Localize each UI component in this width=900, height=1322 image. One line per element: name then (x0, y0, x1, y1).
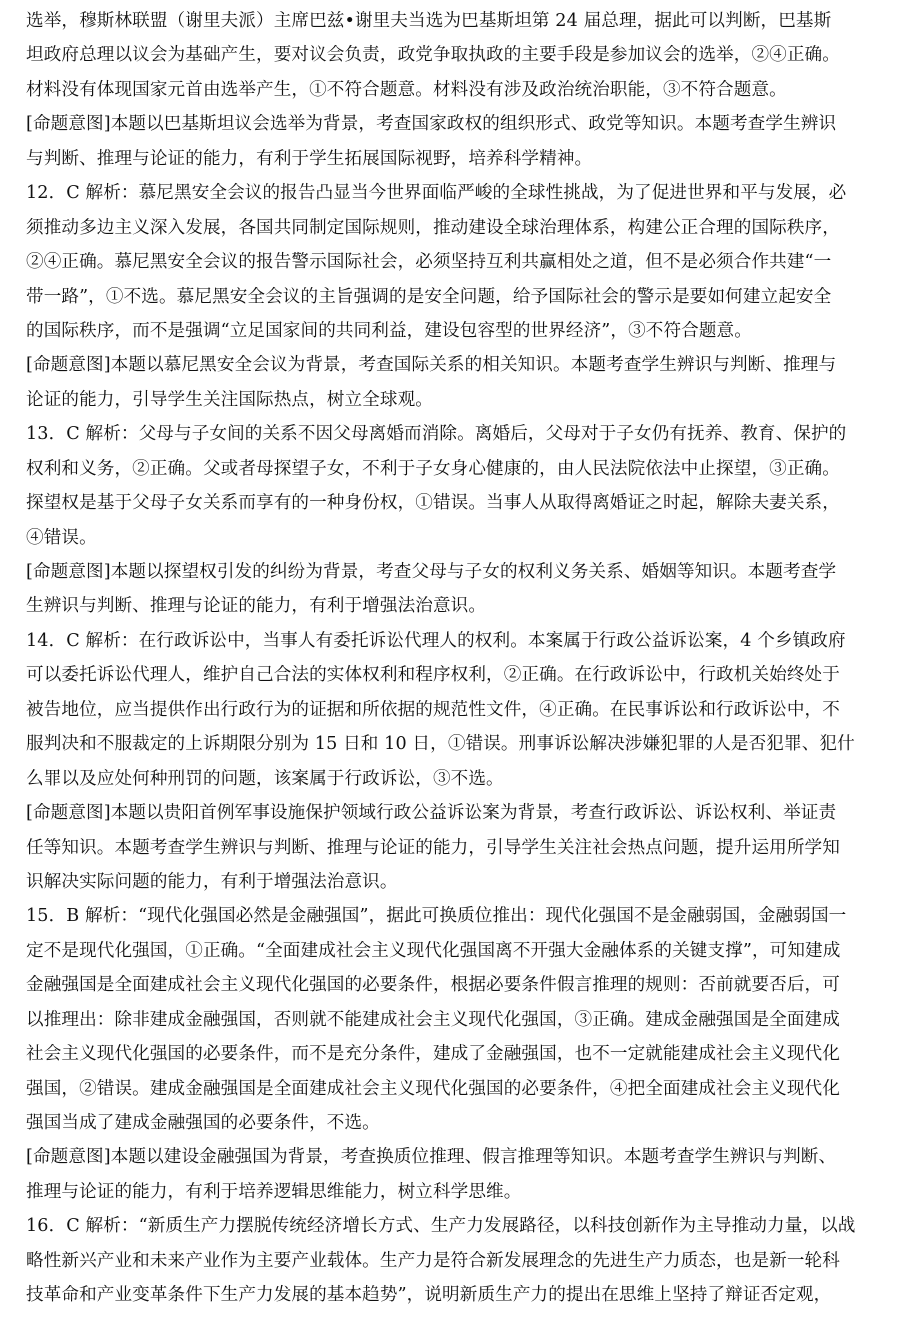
question-16-line: 16．C 解析：“新质生产力摆脱传统经济增长方式、生产力发展路径，以科技创新作为主导推动力量，以战 (26, 1216, 856, 1237)
text-line: 技革命和产业变革条件下生产力发展的基本趋势”，说明新质生产力的提出在思维上坚持了辩证否定观， (26, 1285, 832, 1306)
text-line: 定不是现代化强国，①正确。“全面建成社会主义现代化强国离不开强大金融体系的关键支撑”，可知建成 (26, 940, 841, 961)
answer-explanation-page (26, 4, 876, 1314)
text-line: [命题意图]本题以建设金融强国为背景，考查换质位推理、假言推理等知识。本题考查学生辨识与判断、 (26, 1147, 837, 1168)
text-line: 么罪以及应处何种刑罚的问题，该案属于行政诉讼，③不选。 (26, 768, 504, 789)
text-line: 可以委托诉讼代理人，维护自己合法的实体权利和程序权利，②正确。在行政诉讼中，行政机关始终处于 (26, 665, 840, 686)
text-line: 的国际秩序，而不是强调“立足国家间的共同利益，建设包容型的世界经济”，③不符合题意。 (26, 320, 752, 341)
text-line: 生辨识与判断、推理与论证的能力，有利于增强法治意识。 (26, 596, 487, 617)
text-line: 被告地位，应当提供作出行政行为的证据和所依据的规范性文件，④正确。在民事诉讼和行政诉讼中，不 (26, 699, 840, 720)
text-line: 以推理出：除非建成金融强国，否则就不能建成社会主义现代化强国，③正确。建成金融强国是全面建成 (26, 1009, 840, 1030)
text-line: 任等知识。本题考查学生辨识与判断、推理与论证的能力，引导学生关注社会热点问题，提升运用所学知 (26, 837, 840, 858)
text-line: 须推动多边主义深入发展，各国共同制定国际规则，推动建设全球治理体系，构建公正合理的国际秩序， (26, 217, 840, 238)
text-line: ④错误。 (26, 527, 97, 548)
text-line: 材料没有体现国家元首由选举产生，①不符合题意。材料没有涉及政治统治职能，③不符合题意。 (26, 79, 787, 100)
text-line: 略性新兴产业和未来产业作为主要产业载体。生产力是符合新发展理念的先进生产力质态，也是新一轮科 (26, 1250, 840, 1271)
text-line: [命题意图]本题以探望权引发的纠纷为背景，考查父母与子女的权利义务关系、婚姻等知识。本题考查学 (26, 562, 837, 582)
text-line: 服判决和不服裁定的上诉期限分别为 15 日和 10 日，①错误。刑事诉讼解决涉嫌犯罪的人是否犯罪、犯什 (26, 734, 855, 755)
text-line: 识解决实际问题的能力，有利于增强法治意识。 (26, 871, 398, 892)
text-line: 社会主义现代化强国的必要条件，而不是充分条件，建成了金融强国，也不一定就能建成社会主义现代化 (26, 1044, 840, 1065)
question-13-line: 13．C 解析：父母与子女间的关系不因父母离婚而消除。离婚后，父母对于子女仍有抚养、教育、保护的 (26, 424, 847, 445)
question-12-line: 12．C 解析：慕尼黑安全会议的报告凸显当今世界面临严峻的全球性挑战，为了促进世界和平与发展，必 (26, 183, 847, 204)
text-line: 带一路”，①不选。慕尼黑安全会议的主旨强调的是安全问题，给予国际社会的警示是要如何建立起安全 (26, 286, 832, 307)
text-line: 权利和义务，②正确。父或者母探望子女，不利于子女身心健康的，由人民法院依法中止探望，③正确。 (26, 458, 840, 479)
text-line: 强国，②错误。建成金融强国是全面建成社会主义现代化强国的必要条件，④把全面建成社会主义现代化 (26, 1078, 840, 1099)
text-line: 推理与论证的能力，有利于培养逻辑思维能力，树立科学思维。 (26, 1181, 522, 1202)
question-15-line: 15．B 解析：“现代化强国必然是金融强国”，据此可换质位推出：现代化强国不是金融弱国，金融弱国一 (26, 906, 847, 927)
text-line: 选举，穆斯林联盟（谢里夫派）主席巴兹•谢里夫当选为巴基斯坦第 24 届总理，据此可以判断，巴基斯 (26, 11, 832, 31)
text-line: 坦政府总理以议会为基础产生，要对议会负责，政党争取执政的主要手段是参加议会的选举，②④正确。 (26, 45, 840, 66)
question-14-line: 14．C 解析：在行政诉讼中，当事人有委托诉讼代理人的权利。本案属于行政公益诉讼案，4 个乡镇政府 (26, 630, 846, 651)
text-line: 金融强国是全面建成社会主义现代化强国的必要条件，根据必要条件假言推理的规则：否前就要否后，可 (26, 975, 840, 996)
text-line: 强国当成了建成金融强国的必要条件，不选。 (26, 1113, 380, 1133)
text-line: 探望权是基于父母子女关系而享有的一种身份权，①错误。当事人从取得离婚证之时起，解除夫妻关系， (26, 493, 840, 514)
text-line: 论证的能力，引导学生关注国际热点，树立全球观。 (26, 389, 433, 410)
text-line: 与判断、推理与论证的能力，有利于学生拓展国际视野，培养科学精神。 (26, 148, 593, 169)
text-line: [命题意图]本题以贵阳首例军事设施保护领域行政公益诉讼案为背景，考查行政诉讼、诉讼权利、举证责 (26, 803, 837, 824)
text-line: [命题意图]本题以慕尼黑安全会议为背景，考查国际关系的相关知识。本题考查学生辨识与判断、推理与 (26, 355, 837, 376)
text-line: [命题意图]本题以巴基斯坦议会选举为背景，考查国家政权的组织形式、政党等知识。本题考查学生辨识 (26, 114, 837, 135)
text-line: ②④正确。慕尼黑安全会议的报告警示国际社会，必须坚持互利共赢相处之道，但不是必须合作共建“一 (26, 252, 832, 273)
